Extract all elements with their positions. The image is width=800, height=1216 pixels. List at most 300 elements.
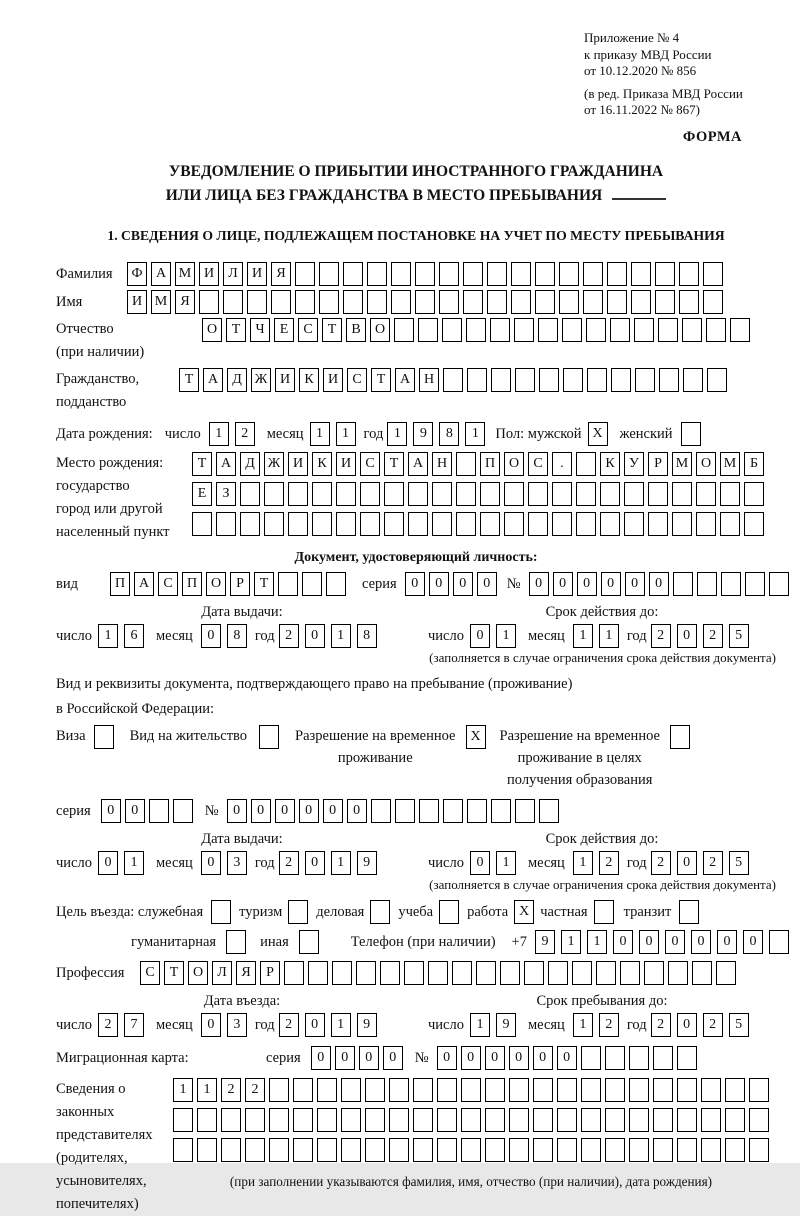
char-box[interactable]: 8 bbox=[439, 422, 459, 446]
char-box[interactable] bbox=[509, 1138, 529, 1162]
char-box[interactable] bbox=[572, 961, 592, 985]
stay-month-boxes[interactable] bbox=[573, 1013, 619, 1037]
char-box[interactable] bbox=[701, 1078, 721, 1102]
char-box[interactable] bbox=[673, 572, 693, 596]
char-box[interactable]: Т bbox=[192, 452, 212, 476]
char-box[interactable] bbox=[485, 1108, 505, 1132]
char-box[interactable] bbox=[452, 961, 472, 985]
char-box[interactable] bbox=[278, 572, 298, 596]
char-box[interactable] bbox=[269, 1108, 289, 1132]
char-box[interactable] bbox=[655, 262, 675, 286]
char-box[interactable] bbox=[653, 1046, 673, 1070]
char-box[interactable] bbox=[557, 1108, 577, 1132]
char-box[interactable] bbox=[360, 512, 380, 536]
char-box[interactable] bbox=[504, 512, 524, 536]
char-box[interactable]: Е bbox=[192, 482, 212, 506]
char-box[interactable]: X bbox=[466, 725, 486, 749]
char-box[interactable] bbox=[94, 725, 114, 749]
char-box[interactable]: И bbox=[288, 452, 308, 476]
char-box[interactable] bbox=[697, 572, 717, 596]
birthplace-row2-boxes[interactable] bbox=[192, 482, 764, 506]
char-box[interactable] bbox=[677, 1108, 697, 1132]
char-box[interactable] bbox=[408, 512, 428, 536]
char-box[interactable]: 0 bbox=[311, 1046, 331, 1070]
char-box[interactable] bbox=[721, 572, 741, 596]
checkbox-study[interactable] bbox=[439, 900, 459, 924]
char-box[interactable] bbox=[341, 1078, 361, 1102]
char-box[interactable] bbox=[769, 930, 789, 954]
char-box[interactable] bbox=[576, 482, 596, 506]
birth-day-boxes[interactable] bbox=[209, 422, 255, 446]
doc-issue-year-boxes[interactable] bbox=[279, 624, 377, 648]
permit-issue-month-boxes[interactable] bbox=[201, 851, 247, 875]
char-box[interactable] bbox=[418, 318, 438, 342]
char-box[interactable] bbox=[706, 318, 726, 342]
entry-year-boxes[interactable] bbox=[279, 1013, 377, 1037]
char-box[interactable] bbox=[240, 512, 260, 536]
char-box[interactable]: 1 bbox=[573, 851, 593, 875]
char-box[interactable] bbox=[552, 482, 572, 506]
char-box[interactable] bbox=[149, 799, 169, 823]
surname-boxes[interactable] bbox=[127, 262, 723, 286]
char-box[interactable] bbox=[511, 290, 531, 314]
char-box[interactable]: 8 bbox=[357, 624, 377, 648]
char-box[interactable] bbox=[668, 961, 688, 985]
char-box[interactable]: И bbox=[275, 368, 295, 392]
char-box[interactable]: 0 bbox=[509, 1046, 529, 1070]
char-box[interactable] bbox=[308, 961, 328, 985]
char-box[interactable]: 2 bbox=[245, 1078, 265, 1102]
char-box[interactable] bbox=[634, 318, 654, 342]
char-box[interactable]: И bbox=[127, 290, 147, 314]
char-box[interactable] bbox=[197, 1108, 217, 1132]
char-box[interactable]: 1 bbox=[310, 422, 330, 446]
char-box[interactable]: 0 bbox=[717, 930, 737, 954]
char-box[interactable] bbox=[670, 725, 690, 749]
char-box[interactable]: 6 bbox=[124, 624, 144, 648]
char-box[interactable] bbox=[245, 1138, 265, 1162]
char-box[interactable]: Н bbox=[419, 368, 439, 392]
char-box[interactable]: 0 bbox=[557, 1046, 577, 1070]
char-box[interactable] bbox=[389, 1108, 409, 1132]
char-box[interactable]: А bbox=[408, 452, 428, 476]
char-box[interactable] bbox=[703, 262, 723, 286]
char-box[interactable] bbox=[395, 799, 415, 823]
char-box[interactable] bbox=[490, 318, 510, 342]
char-box[interactable]: 1 bbox=[496, 624, 516, 648]
char-box[interactable]: 0 bbox=[305, 624, 325, 648]
char-box[interactable] bbox=[596, 961, 616, 985]
char-box[interactable]: 0 bbox=[437, 1046, 457, 1070]
char-box[interactable]: 0 bbox=[227, 799, 247, 823]
char-box[interactable]: О bbox=[188, 961, 208, 985]
char-box[interactable]: П bbox=[182, 572, 202, 596]
char-box[interactable]: 3 bbox=[227, 851, 247, 875]
char-box[interactable] bbox=[679, 900, 699, 924]
char-box[interactable]: 0 bbox=[251, 799, 271, 823]
char-box[interactable]: Ф bbox=[127, 262, 147, 286]
doc-valid-day-boxes[interactable] bbox=[470, 624, 516, 648]
char-box[interactable]: К bbox=[312, 452, 332, 476]
char-box[interactable] bbox=[370, 900, 390, 924]
char-box[interactable]: 0 bbox=[305, 851, 325, 875]
char-box[interactable]: Я bbox=[175, 290, 195, 314]
char-box[interactable] bbox=[635, 368, 655, 392]
char-box[interactable] bbox=[696, 482, 716, 506]
char-box[interactable] bbox=[245, 1108, 265, 1132]
char-box[interactable] bbox=[456, 452, 476, 476]
char-box[interactable] bbox=[491, 799, 511, 823]
char-box[interactable] bbox=[192, 512, 212, 536]
char-box[interactable]: 0 bbox=[577, 572, 597, 596]
char-box[interactable] bbox=[480, 512, 500, 536]
char-box[interactable]: Р bbox=[648, 452, 668, 476]
char-box[interactable] bbox=[511, 262, 531, 286]
char-box[interactable] bbox=[312, 482, 332, 506]
char-box[interactable] bbox=[336, 512, 356, 536]
char-box[interactable] bbox=[365, 1078, 385, 1102]
permit-issue-day-boxes[interactable] bbox=[98, 851, 144, 875]
permit-series-boxes[interactable] bbox=[101, 799, 193, 823]
char-box[interactable] bbox=[514, 318, 534, 342]
char-box[interactable] bbox=[389, 1138, 409, 1162]
char-box[interactable]: М bbox=[175, 262, 195, 286]
checkbox-private[interactable] bbox=[594, 900, 614, 924]
char-box[interactable] bbox=[439, 262, 459, 286]
char-box[interactable]: 8 bbox=[227, 624, 247, 648]
char-box[interactable] bbox=[631, 290, 651, 314]
char-box[interactable] bbox=[461, 1108, 481, 1132]
char-box[interactable] bbox=[437, 1138, 457, 1162]
char-box[interactable]: 2 bbox=[221, 1078, 241, 1102]
char-box[interactable] bbox=[535, 262, 555, 286]
char-box[interactable]: 0 bbox=[125, 799, 145, 823]
reps-row3-boxes[interactable] bbox=[173, 1138, 769, 1162]
char-box[interactable]: 3 bbox=[227, 1013, 247, 1037]
char-box[interactable] bbox=[428, 961, 448, 985]
char-box[interactable] bbox=[559, 290, 579, 314]
char-box[interactable]: 0 bbox=[691, 930, 711, 954]
char-box[interactable] bbox=[672, 482, 692, 506]
char-box[interactable] bbox=[581, 1138, 601, 1162]
char-box[interactable] bbox=[607, 290, 627, 314]
char-box[interactable] bbox=[539, 799, 559, 823]
char-box[interactable] bbox=[644, 961, 664, 985]
char-box[interactable] bbox=[581, 1046, 601, 1070]
char-box[interactable]: Ч bbox=[250, 318, 270, 342]
char-box[interactable]: А bbox=[151, 262, 171, 286]
char-box[interactable]: 0 bbox=[201, 851, 221, 875]
char-box[interactable]: 0 bbox=[601, 572, 621, 596]
char-box[interactable]: Р bbox=[230, 572, 250, 596]
char-box[interactable]: 0 bbox=[485, 1046, 505, 1070]
char-box[interactable] bbox=[600, 512, 620, 536]
char-box[interactable] bbox=[682, 318, 702, 342]
char-box[interactable]: Я bbox=[271, 262, 291, 286]
char-box[interactable] bbox=[716, 961, 736, 985]
char-box[interactable]: К bbox=[299, 368, 319, 392]
char-box[interactable] bbox=[356, 961, 376, 985]
stay-day-boxes[interactable] bbox=[470, 1013, 516, 1037]
char-box[interactable] bbox=[655, 290, 675, 314]
char-box[interactable]: 9 bbox=[357, 851, 377, 875]
char-box[interactable] bbox=[600, 482, 620, 506]
char-box[interactable] bbox=[295, 290, 315, 314]
char-box[interactable]: 2 bbox=[98, 1013, 118, 1037]
char-box[interactable]: Л bbox=[223, 262, 243, 286]
char-box[interactable] bbox=[485, 1138, 505, 1162]
char-box[interactable]: 0 bbox=[529, 572, 549, 596]
char-box[interactable] bbox=[391, 290, 411, 314]
char-box[interactable] bbox=[679, 262, 699, 286]
char-box[interactable] bbox=[749, 1138, 769, 1162]
char-box[interactable]: 1 bbox=[98, 624, 118, 648]
char-box[interactable]: С bbox=[298, 318, 318, 342]
char-box[interactable] bbox=[720, 482, 740, 506]
char-box[interactable]: 1 bbox=[124, 851, 144, 875]
char-box[interactable] bbox=[528, 512, 548, 536]
char-box[interactable] bbox=[197, 1138, 217, 1162]
char-box[interactable] bbox=[439, 290, 459, 314]
char-box[interactable] bbox=[408, 482, 428, 506]
char-box[interactable] bbox=[226, 930, 246, 954]
char-box[interactable]: 0 bbox=[98, 851, 118, 875]
char-box[interactable]: О bbox=[504, 452, 524, 476]
char-box[interactable] bbox=[500, 961, 520, 985]
char-box[interactable]: Т bbox=[226, 318, 246, 342]
char-box[interactable] bbox=[533, 1078, 553, 1102]
char-box[interactable] bbox=[413, 1078, 433, 1102]
char-box[interactable]: X bbox=[514, 900, 534, 924]
char-box[interactable]: О bbox=[202, 318, 222, 342]
char-box[interactable]: Т bbox=[179, 368, 199, 392]
char-box[interactable] bbox=[343, 290, 363, 314]
char-box[interactable] bbox=[658, 318, 678, 342]
char-box[interactable]: 2 bbox=[651, 624, 671, 648]
mig-number-boxes[interactable] bbox=[437, 1046, 697, 1070]
char-box[interactable] bbox=[587, 368, 607, 392]
char-box[interactable]: 0 bbox=[677, 624, 697, 648]
char-box[interactable] bbox=[384, 482, 404, 506]
char-box[interactable]: 0 bbox=[677, 851, 697, 875]
char-box[interactable]: Б bbox=[744, 452, 764, 476]
permit-valid-month-boxes[interactable] bbox=[573, 851, 619, 875]
char-box[interactable]: 0 bbox=[677, 1013, 697, 1037]
char-box[interactable] bbox=[319, 262, 339, 286]
char-box[interactable] bbox=[367, 290, 387, 314]
char-box[interactable]: И bbox=[336, 452, 356, 476]
char-box[interactable]: 0 bbox=[201, 624, 221, 648]
checkbox-temp-residence[interactable] bbox=[466, 725, 486, 749]
char-box[interactable]: 9 bbox=[357, 1013, 377, 1037]
char-box[interactable]: 2 bbox=[235, 422, 255, 446]
char-box[interactable]: 2 bbox=[599, 1013, 619, 1037]
char-box[interactable]: С bbox=[347, 368, 367, 392]
char-box[interactable]: 1 bbox=[331, 851, 351, 875]
char-box[interactable]: И bbox=[199, 262, 219, 286]
char-box[interactable] bbox=[223, 290, 243, 314]
char-box[interactable] bbox=[681, 422, 701, 446]
char-box[interactable] bbox=[701, 1108, 721, 1132]
doc-issue-day-boxes[interactable] bbox=[98, 624, 144, 648]
char-box[interactable] bbox=[653, 1138, 673, 1162]
char-box[interactable] bbox=[677, 1138, 697, 1162]
char-box[interactable] bbox=[631, 262, 651, 286]
checkbox-transit[interactable] bbox=[679, 900, 699, 924]
char-box[interactable] bbox=[371, 799, 391, 823]
char-box[interactable]: П bbox=[110, 572, 130, 596]
checkbox-humanitarian[interactable] bbox=[226, 930, 246, 954]
char-box[interactable]: М bbox=[720, 452, 740, 476]
checkbox-work[interactable] bbox=[514, 900, 534, 924]
checkbox-male[interactable] bbox=[588, 422, 608, 446]
char-box[interactable] bbox=[725, 1078, 745, 1102]
char-box[interactable] bbox=[629, 1046, 649, 1070]
char-box[interactable] bbox=[463, 290, 483, 314]
char-box[interactable] bbox=[480, 482, 500, 506]
char-box[interactable] bbox=[605, 1138, 625, 1162]
char-box[interactable] bbox=[415, 290, 435, 314]
char-box[interactable] bbox=[319, 290, 339, 314]
char-box[interactable]: 1 bbox=[331, 624, 351, 648]
char-box[interactable] bbox=[653, 1078, 673, 1102]
char-box[interactable] bbox=[487, 262, 507, 286]
char-box[interactable]: Т bbox=[254, 572, 274, 596]
char-box[interactable] bbox=[467, 368, 487, 392]
char-box[interactable] bbox=[293, 1138, 313, 1162]
char-box[interactable] bbox=[461, 1078, 481, 1102]
char-box[interactable] bbox=[288, 482, 308, 506]
char-box[interactable]: Р bbox=[260, 961, 280, 985]
char-box[interactable]: 0 bbox=[613, 930, 633, 954]
doc-issue-month-boxes[interactable] bbox=[201, 624, 247, 648]
char-box[interactable] bbox=[538, 318, 558, 342]
char-box[interactable]: 0 bbox=[201, 1013, 221, 1037]
char-box[interactable]: 0 bbox=[101, 799, 121, 823]
char-box[interactable] bbox=[264, 482, 284, 506]
char-box[interactable]: 1 bbox=[465, 422, 485, 446]
char-box[interactable] bbox=[360, 482, 380, 506]
char-box[interactable] bbox=[326, 572, 346, 596]
char-box[interactable]: А bbox=[395, 368, 415, 392]
char-box[interactable] bbox=[607, 262, 627, 286]
char-box[interactable]: 2 bbox=[279, 851, 299, 875]
char-box[interactable] bbox=[620, 961, 640, 985]
char-box[interactable]: Д bbox=[227, 368, 247, 392]
char-box[interactable] bbox=[221, 1138, 241, 1162]
char-box[interactable] bbox=[701, 1138, 721, 1162]
char-box[interactable]: 0 bbox=[275, 799, 295, 823]
char-box[interactable] bbox=[683, 368, 703, 392]
checkbox-female[interactable] bbox=[681, 422, 701, 446]
char-box[interactable]: С bbox=[140, 961, 160, 985]
char-box[interactable]: 1 bbox=[173, 1078, 193, 1102]
char-box[interactable] bbox=[394, 318, 414, 342]
char-box[interactable] bbox=[749, 1108, 769, 1132]
char-box[interactable]: Ж bbox=[251, 368, 271, 392]
citizenship-boxes[interactable] bbox=[179, 368, 727, 392]
char-box[interactable] bbox=[563, 368, 583, 392]
char-box[interactable] bbox=[240, 482, 260, 506]
checkbox-temp-residence-edu[interactable] bbox=[670, 725, 690, 749]
mig-series-boxes[interactable] bbox=[311, 1046, 403, 1070]
char-box[interactable]: 9 bbox=[413, 422, 433, 446]
char-box[interactable] bbox=[504, 482, 524, 506]
char-box[interactable]: 1 bbox=[599, 624, 619, 648]
char-box[interactable] bbox=[288, 512, 308, 536]
birth-year-boxes[interactable] bbox=[387, 422, 485, 446]
char-box[interactable]: И bbox=[323, 368, 343, 392]
char-box[interactable]: С bbox=[158, 572, 178, 596]
char-box[interactable] bbox=[341, 1108, 361, 1132]
char-box[interactable]: 0 bbox=[533, 1046, 553, 1070]
char-box[interactable] bbox=[586, 318, 606, 342]
char-box[interactable]: Д bbox=[240, 452, 260, 476]
char-box[interactable] bbox=[610, 318, 630, 342]
char-box[interactable] bbox=[491, 368, 511, 392]
char-box[interactable] bbox=[515, 799, 535, 823]
char-box[interactable] bbox=[456, 512, 476, 536]
char-box[interactable] bbox=[539, 368, 559, 392]
entry-month-boxes[interactable] bbox=[201, 1013, 247, 1037]
char-box[interactable] bbox=[173, 1108, 193, 1132]
char-box[interactable] bbox=[380, 961, 400, 985]
char-box[interactable] bbox=[432, 512, 452, 536]
char-box[interactable] bbox=[365, 1108, 385, 1132]
char-box[interactable] bbox=[559, 262, 579, 286]
char-box[interactable] bbox=[259, 725, 279, 749]
char-box[interactable] bbox=[442, 318, 462, 342]
char-box[interactable] bbox=[173, 799, 193, 823]
char-box[interactable] bbox=[487, 290, 507, 314]
char-box[interactable]: 0 bbox=[649, 572, 669, 596]
char-box[interactable]: 9 bbox=[496, 1013, 516, 1037]
char-box[interactable] bbox=[341, 1138, 361, 1162]
permit-valid-day-boxes[interactable] bbox=[470, 851, 516, 875]
profession-boxes[interactable] bbox=[140, 961, 736, 985]
char-box[interactable] bbox=[725, 1108, 745, 1132]
char-box[interactable] bbox=[432, 482, 452, 506]
char-box[interactable]: 7 bbox=[124, 1013, 144, 1037]
char-box[interactable]: 1 bbox=[336, 422, 356, 446]
char-box[interactable]: П bbox=[480, 452, 500, 476]
doc-kind-boxes[interactable] bbox=[110, 572, 346, 596]
char-box[interactable]: А bbox=[203, 368, 223, 392]
char-box[interactable]: 1 bbox=[561, 930, 581, 954]
char-box[interactable] bbox=[535, 290, 555, 314]
char-box[interactable] bbox=[365, 1138, 385, 1162]
char-box[interactable]: 5 bbox=[729, 1013, 749, 1037]
char-box[interactable] bbox=[299, 930, 319, 954]
doc-number-boxes[interactable] bbox=[529, 572, 789, 596]
char-box[interactable] bbox=[389, 1078, 409, 1102]
char-box[interactable]: 0 bbox=[347, 799, 367, 823]
char-box[interactable] bbox=[648, 482, 668, 506]
char-box[interactable]: 9 bbox=[535, 930, 555, 954]
char-box[interactable] bbox=[391, 262, 411, 286]
char-box[interactable] bbox=[594, 900, 614, 924]
char-box[interactable] bbox=[302, 572, 322, 596]
char-box[interactable] bbox=[269, 1078, 289, 1102]
char-box[interactable] bbox=[264, 512, 284, 536]
char-box[interactable]: Е bbox=[274, 318, 294, 342]
char-box[interactable] bbox=[312, 512, 332, 536]
char-box[interactable] bbox=[576, 452, 596, 476]
checkbox-business[interactable] bbox=[370, 900, 390, 924]
char-box[interactable] bbox=[533, 1108, 553, 1132]
name-boxes[interactable] bbox=[127, 290, 723, 314]
char-box[interactable] bbox=[332, 961, 352, 985]
